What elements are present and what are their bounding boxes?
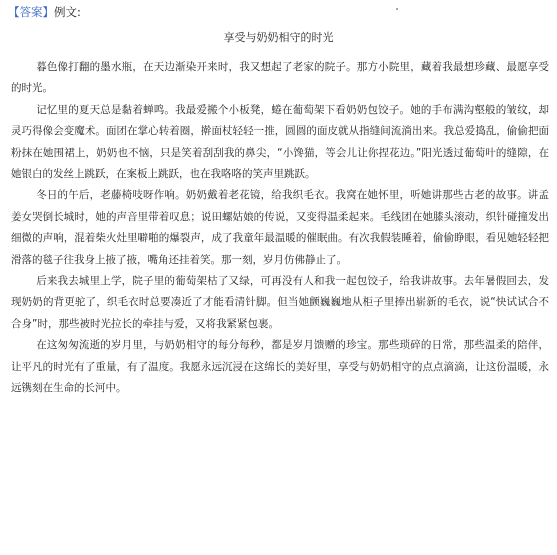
- answer-header: [8, 4, 81, 20]
- example-label: 例文:: [54, 5, 81, 19]
- essay-title: 享受与奶奶相守的时光: [223, 31, 334, 44]
- paragraph-1: 暮色像打翻的墨水瓶，在天边渐染开来时，我又想起了老家的院子。那方小院里，藏着我最想珍藏、最愿享受的时光。: [11, 61, 549, 95]
- paragraph-2: 记忆里的夏天总是黏着蝉鸣。我最爱搬个小板凳，蜷在葡萄架下看奶奶包饺子。她的手布满沟壑般的皱纹，却灵巧得像会变魔术。面团在掌心转着圈，擀面杖轻轻一推，圆圆的面皮就从指缝间流淌出来。我总爱捣乱，偷偷把面粉抹在她围裙上，奶奶也不恼，只是笑着刮刮我的鼻尖，“小馋猫，等会儿让你捏花边。”阳光透过葡萄叶的缝隙，在她银白的发丝上跳跃，在案板上跳跃，也在我咯咯的笑声里跳跃。: [11, 103, 549, 181]
- answer-tag: 【答案】: [8, 5, 54, 19]
- essay-body: [11, 57, 549, 400]
- stray-dot: [396, 8, 398, 10]
- paragraph-5: 在这匆匆流逝的岁月里，与奶奶相守的每分每秒，都是岁月馈赠的珍宝。那些琐碎的日常，那些温柔的陪伴，让平凡的时光有了重量，有了温度。我愿永远沉浸在这绵长的美好里，享受与奶奶相守的点点滴滴，让这份温暖，永远镌刻在生命的长河中。: [11, 339, 549, 395]
- paragraph-4: 后来我去城里上学，院子里的葡萄架枯了又绿，可再没有人和我一起包饺子，给我讲故事。去年暑假回去，发现奶奶的背更驼了，织毛衣时总要凑近了才能看清针脚。但当她颤巍巍地从柜子里捧出崭新的毛衣，说“快试试合不合身”时，那些被时光拉长的牵挂与爱，又将我紧紧包裹。: [11, 275, 549, 330]
- paragraph-3: 冬日的午后，老藤椅吱呀作响。奶奶戴着老花镜，给我织毛衣。我窝在她怀里，听她讲那些古老的故事。讲孟姜女哭倒长城时，她的声音里带着叹息；说田螺姑娘的传说，又变得温柔起来。毛线团在她膝头滚动，织针碰撞发出细微的声响，混着柴火灶里噼啪的爆裂声，成了我童年最温暖的催眠曲。有次我假装睡着，偷偷睁眼，看见她轻轻把滑落的毯子往我身上掖了掖，嘴角还挂着笑。那一刻，岁月仿佛静止了。: [11, 189, 549, 266]
